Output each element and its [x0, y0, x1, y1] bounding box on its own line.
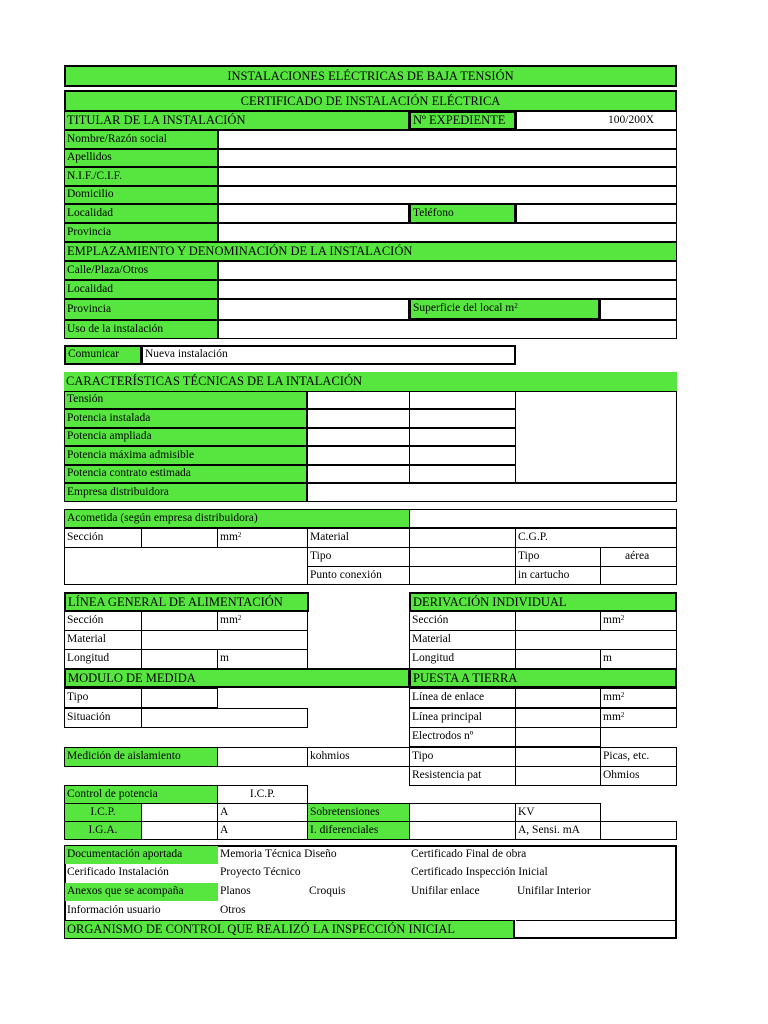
superficie-label: Superficie del local m $^2$	[409, 298, 600, 320]
modulo-tipo-field[interactable]	[141, 688, 218, 708]
anexos-label: Anexos que se acompaña	[65, 883, 218, 901]
emplazamiento-heading: EMPLAZAMIENTO Y DENOMINACIÓN DE LA INSTALACIÓN	[64, 242, 677, 261]
ampliada-v2[interactable]	[409, 428, 516, 446]
emp-provincia-field[interactable]	[218, 299, 409, 320]
modulo-situacion-label: Situación	[64, 708, 142, 728]
modulo-tipo-label: Tipo	[64, 688, 142, 708]
inspeccion-option[interactable]: Certificado Inspección Inicial	[411, 866, 548, 879]
acometida-tipo-label: Tipo	[307, 547, 410, 567]
nombre-label: Nombre/Razón social	[64, 130, 218, 149]
lga-material-label: Material	[64, 630, 142, 650]
emp-localidad-label: Localidad	[64, 280, 218, 299]
lga-heading: LÍNEA GENERAL DE ALIMENTACIÓN	[64, 592, 309, 612]
lga-seccion-label: Sección	[64, 611, 142, 631]
iga-a: A	[217, 821, 308, 840]
principal-field[interactable]	[515, 708, 601, 728]
proyecto-option[interactable]: Proyecto Técnico	[220, 866, 301, 879]
maxima-label: Potencia máxima admisible	[64, 446, 307, 465]
icp-a: A	[217, 803, 308, 822]
emp-localidad-field[interactable]	[218, 280, 677, 299]
emp-provincia-label: Provincia	[64, 299, 218, 320]
empresa-label: Empresa distribuidora	[64, 483, 307, 502]
acometida-material-label: Material	[307, 528, 410, 548]
ampliada-v1[interactable]	[307, 428, 410, 446]
calle-label: Calle/Plaza/Otros	[64, 261, 218, 280]
telefono-label: Teléfono	[409, 203, 516, 224]
acometida-tipo-field[interactable]	[409, 547, 516, 567]
kohmios-label: kohmios	[307, 747, 410, 767]
ohmios-label: Ohmios	[600, 766, 677, 786]
instalada-v1[interactable]	[307, 409, 410, 428]
sensi-field[interactable]	[600, 821, 677, 840]
caracteristicas-heading: CARACTERÍSTICAS TÉCNICAS DE LA INTALACIÓN	[64, 372, 677, 391]
der-mm: mm $^2$	[600, 611, 677, 631]
aerea-label: aérea	[600, 547, 677, 567]
diferenciales-field[interactable]	[409, 821, 516, 840]
apellidos-label: Apellidos	[64, 149, 218, 167]
der-seccion-field[interactable]	[515, 611, 601, 631]
tension-v1[interactable]	[307, 391, 410, 409]
instalada-v2[interactable]	[409, 409, 516, 428]
modulo-heading: MODULO DE MEDIDA	[64, 668, 410, 688]
iga-field[interactable]	[141, 821, 218, 840]
modulo-situacion-field[interactable]	[141, 708, 308, 728]
der-material-field[interactable]	[515, 630, 677, 650]
cgp-label: C.G.P.	[515, 528, 677, 548]
memoria-option[interactable]: Memoria Técnica Diseño	[220, 848, 337, 861]
localidad-label: Localidad	[64, 204, 218, 223]
punto-field[interactable]	[409, 566, 516, 585]
croquis-option[interactable]: Croquis	[309, 885, 346, 898]
empresa-field[interactable]	[307, 483, 677, 502]
acometida-seccion-field[interactable]	[141, 528, 218, 548]
nombre-field[interactable]	[218, 130, 677, 149]
der-seccion-label: Sección	[409, 611, 516, 631]
derivacion-heading: DERIVACIÓN INDIVIDUAL	[409, 592, 677, 612]
caracteristicas-extra-block	[515, 391, 677, 483]
control-label: Control de potencia	[64, 785, 218, 804]
kv-label: KV	[515, 803, 601, 822]
provincia-label: Provincia	[64, 223, 218, 242]
documentacion-label: Documentación aportada	[65, 846, 218, 864]
der-material-label: Material	[409, 630, 516, 650]
uso-label: Uso de la instalación	[64, 320, 218, 339]
calle-field[interactable]	[218, 261, 677, 280]
electrodos-field[interactable]	[515, 727, 601, 747]
tierra-heading: PUESTA A TIERRA	[409, 668, 677, 688]
resistencia-field[interactable]	[515, 766, 601, 786]
nif-label: N.I.F./C.I.F.	[64, 167, 218, 186]
principal-label: Línea principal	[409, 708, 516, 728]
der-longitud-label: Longitud	[409, 649, 516, 669]
cgp-tipo-label: Tipo	[515, 547, 601, 567]
acometida-material-field[interactable]	[409, 528, 516, 548]
acometida-top-field[interactable]	[409, 509, 677, 528]
unifilar-interior-option[interactable]: Unifilar Interior	[517, 885, 591, 898]
planos-option[interactable]: Planos	[220, 885, 251, 898]
lga-mm: mm $^2$	[217, 611, 308, 631]
comunicar-value[interactable]: Nueva instalación	[141, 345, 516, 365]
icp-head: I.C.P.	[217, 785, 308, 804]
enlace-label: Línea de enlace	[409, 688, 516, 708]
cartucho-field[interactable]	[600, 566, 677, 585]
tierra-tipo-field[interactable]	[515, 747, 601, 767]
domicilio-field[interactable]	[218, 186, 677, 204]
acometida-mm: mm $^2$	[217, 528, 308, 548]
ampliada-label: Potencia ampliada	[64, 428, 307, 446]
sensi-label: A, Sensi. mA	[515, 821, 601, 840]
lga-longitud-field[interactable]	[141, 649, 218, 669]
acometida-heading: Acometida (según empresa distribuidora)	[64, 509, 410, 528]
punto-label: Punto conexión	[307, 566, 410, 585]
maxima-v2[interactable]	[409, 446, 516, 465]
superficie-field[interactable]	[600, 299, 677, 320]
iga-label: I.G.A.	[64, 821, 142, 840]
instalada-label: Potencia instalada	[64, 409, 307, 428]
sobretensiones-label: Sobretensiones	[307, 803, 410, 822]
organismo-label: ORGANISMO DE CONTROL QUE REALIZÓ LA INSPECCIÓN INICIAL	[65, 920, 515, 938]
form-subtitle: CERTIFICADO DE INSTALACIÓN ELÉCTRICA	[64, 90, 677, 112]
lga-m: m	[217, 649, 308, 669]
lga-material-field[interactable]	[141, 630, 308, 650]
diferenciales-label: I. diferenciales	[307, 821, 410, 840]
apellidos-field[interactable]	[218, 149, 677, 167]
maxima-v1[interactable]	[307, 446, 410, 465]
otros-option[interactable]: Otros	[220, 904, 246, 917]
titular-heading: TITULAR DE LA INSTALACIÓN	[64, 111, 409, 130]
medicion-field[interactable]	[217, 747, 308, 767]
provincia-field[interactable]	[218, 223, 677, 242]
tension-label: Tensión	[64, 391, 307, 409]
unifilar-enlace-option[interactable]: Unifilar enlace	[411, 885, 480, 898]
comunicar-label: Comunicar	[64, 345, 142, 365]
picas-label: Picas, etc.	[600, 747, 677, 767]
organismo-field[interactable]	[516, 920, 676, 938]
localidad-field[interactable]	[218, 204, 409, 223]
tierra-tipo-label: Tipo	[409, 747, 516, 767]
enlace-mm: mm $^2$	[600, 688, 677, 708]
principal-mm: mm $^2$	[600, 708, 677, 728]
medicion-label: Medición de aislamiento	[64, 747, 218, 767]
der-m: m	[600, 649, 677, 669]
lga-seccion-field[interactable]	[141, 611, 218, 631]
resistencia-label: Resistencia pat	[409, 766, 516, 786]
sobretensiones-field[interactable]	[409, 803, 516, 822]
info-usuario-option[interactable]: Información usuario	[67, 904, 161, 917]
expediente-value[interactable]: 100/200X	[516, 111, 677, 130]
contrato-label: Potencia contrato estimada	[64, 465, 307, 483]
cert-instalacion-option[interactable]: Cerificado Instalación	[67, 866, 169, 879]
form-title: INSTALACIONES ELÉCTRICAS DE BAJA TENSIÓN	[64, 65, 677, 87]
icp-label: I.C.P.	[64, 803, 142, 822]
der-longitud-field[interactable]	[515, 649, 601, 669]
tension-v2[interactable]	[409, 391, 516, 409]
acometida-blank	[64, 547, 308, 585]
domicilio-label: Domicilio	[64, 186, 218, 204]
enlace-field[interactable]	[515, 688, 601, 708]
uso-field[interactable]	[218, 320, 677, 339]
nif-field[interactable]	[218, 167, 677, 186]
final-obra-option[interactable]: Certificado Final de obra	[411, 848, 527, 861]
telefono-field[interactable]	[516, 204, 677, 223]
contrato-v1[interactable]	[307, 465, 410, 483]
cartucho-label: in cartucho	[515, 566, 601, 585]
electrodos-label: Electrodos nº	[409, 727, 516, 747]
icp-field[interactable]	[141, 803, 218, 822]
contrato-v2[interactable]	[409, 465, 516, 483]
expediente-label: Nº EXPEDIENTE	[409, 111, 516, 130]
acometida-seccion-label: Sección	[64, 528, 142, 548]
lga-longitud-label: Longitud	[64, 649, 142, 669]
